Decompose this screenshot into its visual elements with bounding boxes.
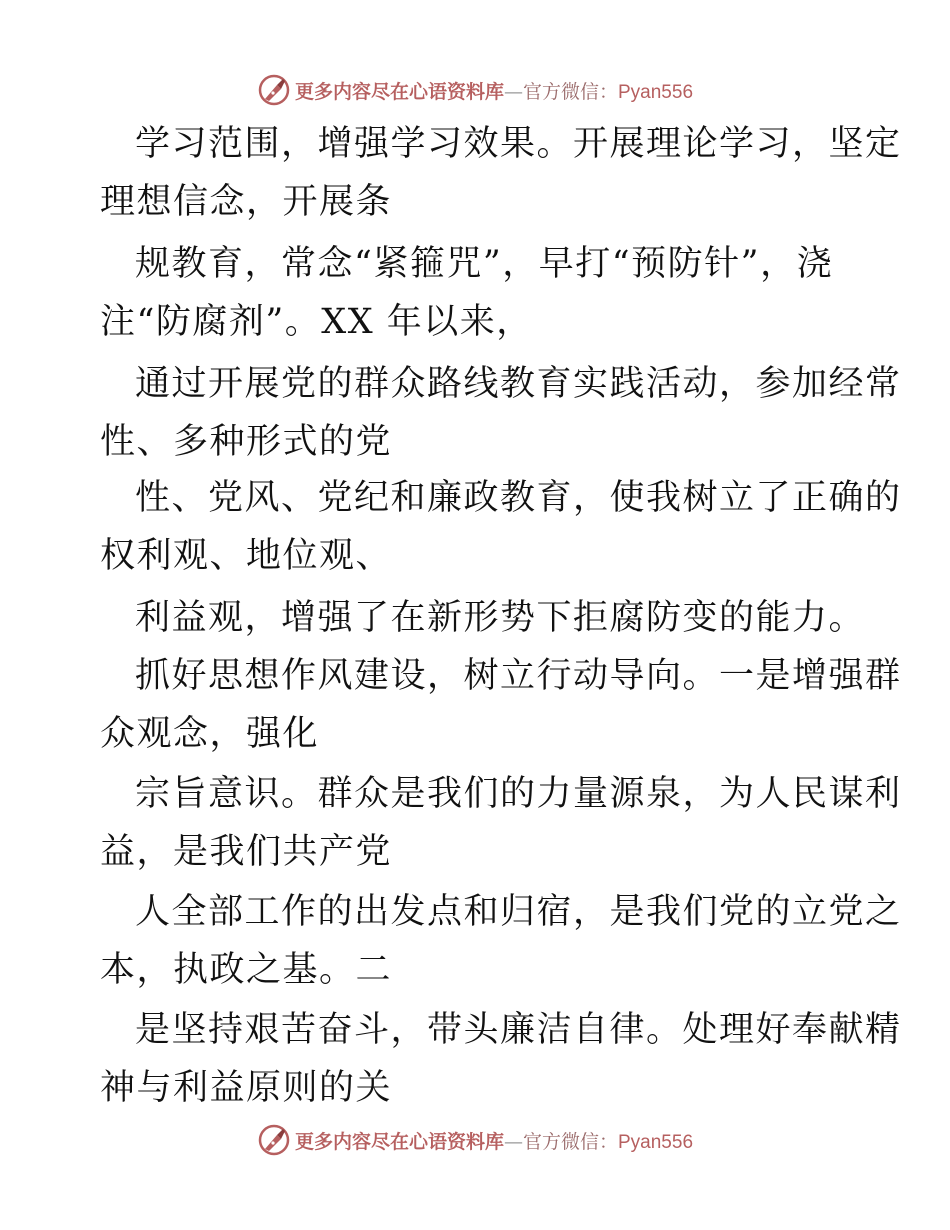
body-line: 理想信念，开展条 [100, 182, 393, 222]
header-site-text: 更多内容尽在心语资料库 [294, 80, 504, 103]
body-line: 注“防腐剂”。XX 年以来， [100, 302, 533, 342]
header-wechat-id: Pyan556 [618, 81, 694, 103]
body-line: 规教育，常念“紧箍咒”，早打“预防针”，浇 [135, 244, 834, 284]
body-line: 通过开展党的群众路线教育实践活动，参加经常 [135, 364, 902, 404]
footer-dash: — [503, 1130, 523, 1153]
body-line: 益，是我们共产党 [100, 832, 393, 872]
body-line: 权利观、地位观、 [100, 536, 393, 576]
body-line: 抓好思想作风建设，树立行动导向。一是增强群 [135, 656, 902, 696]
footer-official-label: 官方微信： [522, 1130, 618, 1153]
footer-wechat-id: Pyan556 [618, 1131, 694, 1153]
pen-nib-logo-icon [257, 73, 291, 107]
body-line: 神与利益原则的关 [100, 1068, 393, 1108]
body-line: 是坚持艰苦奋斗，带头廉洁自律。处理好奉献精 [135, 1010, 902, 1050]
header-dash: — [503, 80, 523, 103]
body-line: 利益观，增强了在新形势下拒腐防变的能力。 [135, 598, 866, 638]
footer-site-text: 更多内容尽在心语资料库 [294, 1130, 504, 1153]
header-banner [0, 70, 950, 110]
header-text [295, 77, 693, 104]
body-line: 宗旨意识。群众是我们的力量源泉，为人民谋利 [135, 774, 902, 814]
body-line: 性、多种形式的党 [100, 422, 393, 462]
footer-banner [0, 1120, 950, 1160]
body-line: 学习范围，增强学习效果。开展理论学习，坚定 [135, 124, 902, 164]
body-line: 人全部工作的出发点和归宿，是我们党的立党之 [135, 892, 902, 932]
pen-nib-logo-icon [257, 1123, 291, 1157]
body-line: 众观念，强化 [100, 714, 320, 754]
footer-text [295, 1127, 693, 1154]
header-official-label: 官方微信： [522, 80, 618, 103]
body-line: 性、党风、党纪和廉政教育，使我树立了正确的 [135, 478, 902, 518]
body-line: 本，执政之基。二 [100, 950, 393, 990]
